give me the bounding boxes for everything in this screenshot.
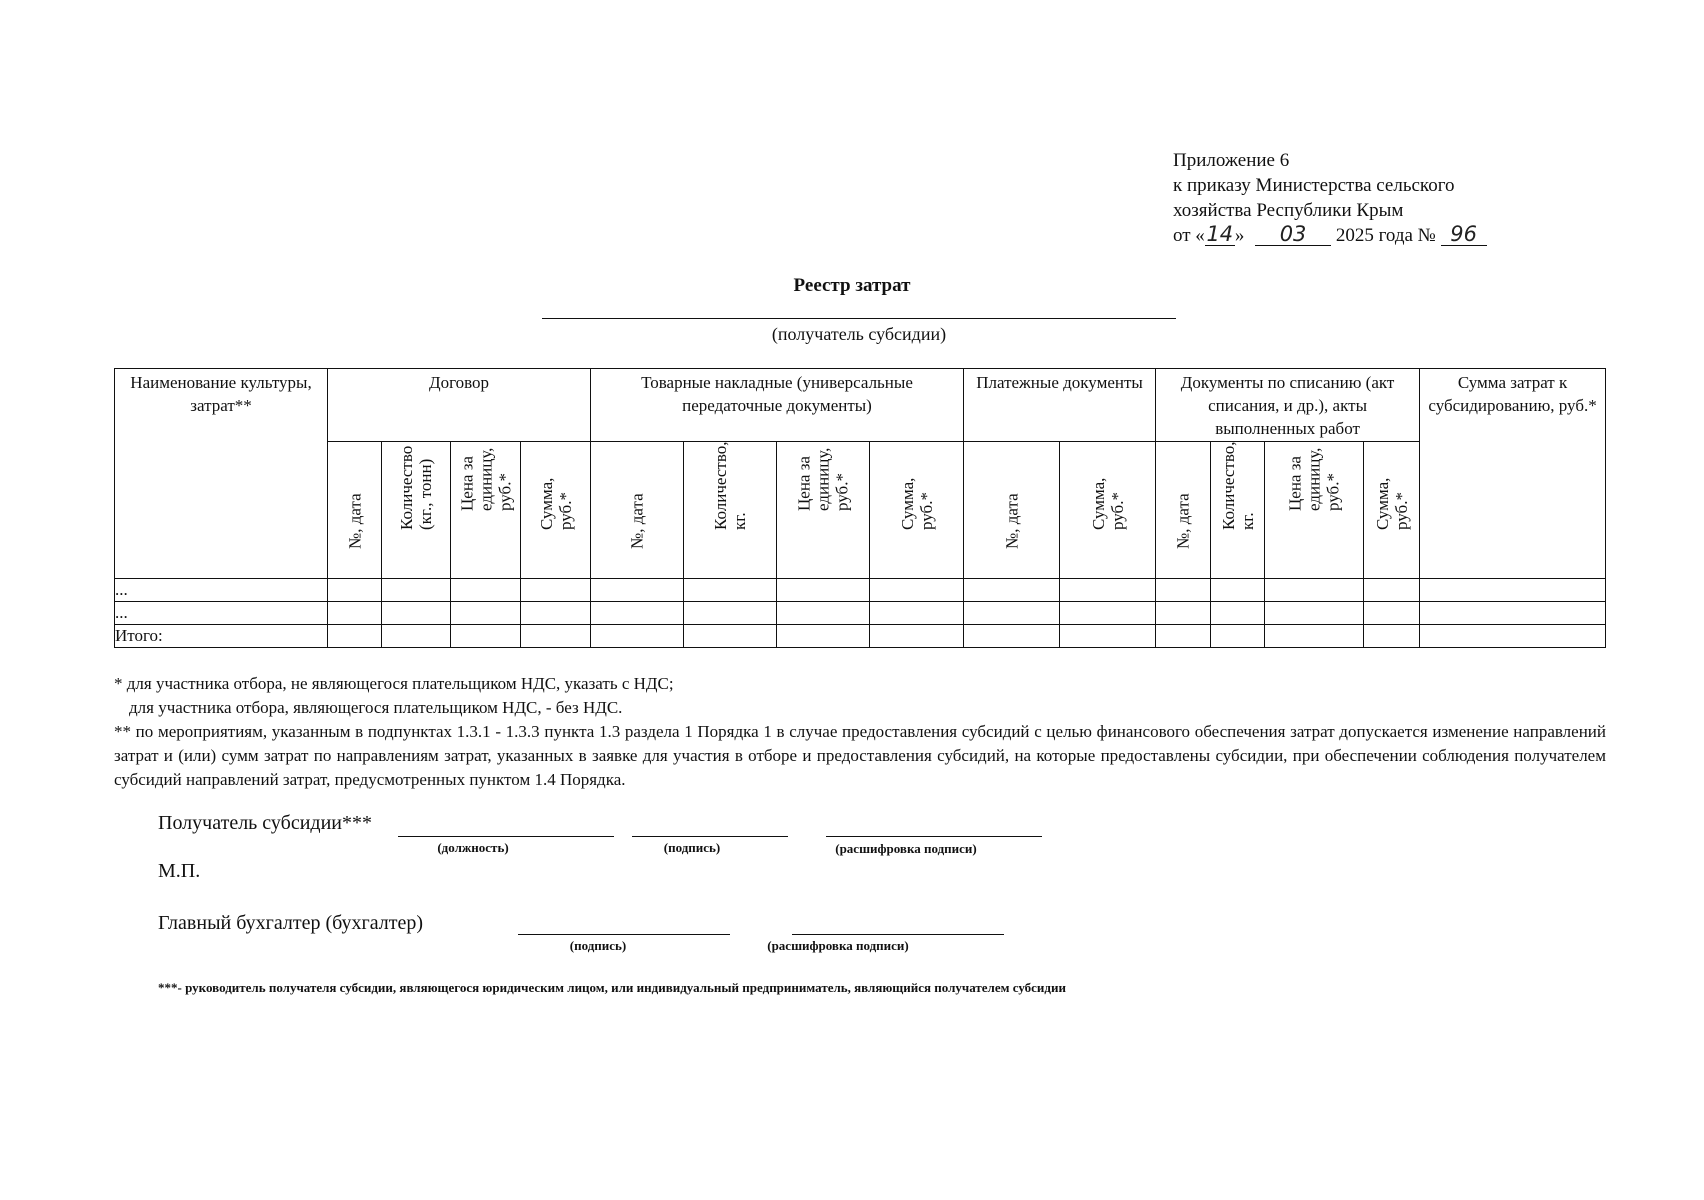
subheader-payment-number-date	[964, 442, 1060, 579]
subheader-contract-number-date	[328, 442, 382, 579]
stamp-label: М.П.	[158, 860, 201, 882]
notes-block	[114, 672, 1606, 792]
recipient-underline	[542, 318, 1176, 319]
note-double-star: ** по мероприятиям, указанным в подпунктах 1.3.1 - 1.3.3 пункта 1.3 раздела 1 Порядка 1 в случае предоставления субсидий с целью финансового обеспечения затрат допускается изменение направлений затрат и (или) сумм затрат по направлениям затрат, указанных в заявке для участия в отборе и предоставления субсидий, на которые предоставлены субсидии, при обеспечении соблюдения получателем субсидий направлений затрат, предусмотренных пунктом 1.4 Порядка.	[114, 722, 1606, 789]
subheader-writeoff-quantity	[1211, 442, 1265, 579]
row-label: ...	[115, 602, 328, 625]
header-text-line: (кг., тонн)	[416, 458, 435, 530]
accountant-signature-line	[518, 934, 730, 935]
table-subheader-row	[115, 442, 1606, 579]
document-title: Реестр затрат	[793, 275, 911, 296]
footnote-triple-star: ***- руководитель получателя субсидии, являющегося юридическим лицом, или индивидуальный предприниматель, являющийся получателем субсидии	[158, 980, 1066, 995]
subheader-writeoff-number-date	[1156, 442, 1211, 579]
header-text-line: кг.	[730, 512, 749, 530]
note-vat-2: для участника отбора, являющегося плательщиком НДС, - без НДС.	[129, 698, 623, 717]
header-text-line: единицу,	[476, 447, 495, 511]
subheader-waybill-sum	[870, 442, 964, 579]
table-header-row	[115, 369, 1606, 442]
appendix-line-1: Приложение 6	[1173, 150, 1290, 171]
accountant-label: Главный бухгалтер (бухгалтер)	[158, 912, 424, 934]
date-month: 03	[1255, 223, 1331, 246]
header-text-line: руб.*	[1391, 492, 1411, 530]
caption-decode: (расшифровка подписи)	[835, 841, 977, 856]
header-text-line: руб.*	[916, 492, 936, 530]
date-year-text: 2025 года №	[1335, 225, 1436, 246]
header-text-line: руб.*	[1107, 492, 1127, 530]
header-text-line: кг.	[1237, 512, 1257, 530]
appendix-date-line	[1173, 223, 1487, 248]
subheader-contract-sum	[521, 442, 591, 579]
caption-signature: (подпись)	[663, 840, 721, 855]
header-name: Наименование культуры, затрат**	[115, 369, 328, 579]
table-row	[115, 579, 1606, 602]
date-prefix: от «	[1173, 225, 1205, 246]
header-text-line: Количество	[397, 445, 416, 530]
subheader-payment-sum	[1060, 442, 1156, 579]
header-text-line: Цена за	[1285, 456, 1305, 511]
subheader-waybill-number-date	[591, 442, 684, 579]
subheader-waybill-quantity	[684, 442, 777, 579]
header-text-line: №, дата	[1173, 493, 1193, 549]
header-payments: Платежные документы	[964, 369, 1156, 442]
caption-accountant-decode: (расшифровка подписи)	[767, 938, 909, 953]
subheader-waybill-unit-price	[777, 442, 870, 579]
header-total: Сумма затрат к субсидированию, руб.*	[1420, 369, 1606, 579]
signature-line	[632, 836, 788, 837]
header-text-line: руб.*	[495, 473, 514, 511]
caption-accountant-signature: (подпись)	[569, 938, 627, 953]
table-row	[115, 602, 1606, 625]
header-text-line: руб.*	[1323, 473, 1343, 511]
subheader-writeoff-sum	[1364, 442, 1420, 579]
header-text-line: Цена за	[794, 456, 814, 511]
header-text-line: Цена за	[457, 456, 476, 511]
table-row-total	[115, 625, 1606, 648]
header-text-line: Сумма,	[1088, 477, 1108, 530]
decode-line	[826, 836, 1042, 837]
order-number: 96	[1441, 223, 1487, 246]
date-day-close: »	[1234, 225, 1245, 246]
position-line	[398, 836, 614, 837]
header-text-line: №, дата	[1002, 493, 1022, 549]
header-writeoff: Документы по списанию (акт списания, и др.), акты выполненных работ	[1156, 369, 1420, 442]
subheader-writeoff-unit-price	[1265, 442, 1364, 579]
cost-register-table	[114, 368, 1606, 648]
header-text-line: руб.*	[832, 473, 852, 511]
header-text-line: единицу,	[813, 447, 833, 511]
header-text-line: Сумма,	[1372, 477, 1392, 530]
recipient-caption: (получатель субсидии)	[771, 324, 947, 344]
appendix-line-2: к приказу Министерства сельского	[1173, 175, 1455, 196]
date-day: 14	[1206, 222, 1234, 246]
header-text-line: руб.*	[555, 492, 575, 530]
header-text-line: Количество,	[711, 441, 730, 530]
caption-position: (должность)	[437, 840, 509, 855]
header-text-line: №, дата	[345, 493, 364, 549]
appendix-block	[1173, 148, 1487, 248]
note-vat-1: * для участника отбора, не являющегося плательщиком НДС, указать с НДС;	[114, 674, 674, 693]
accountant-decode-line	[792, 934, 1004, 935]
header-text-line: Количество,	[1218, 441, 1238, 530]
header-waybills: Товарные накладные (универсальные передаточные документы)	[591, 369, 964, 442]
row-label: ...	[115, 579, 328, 602]
header-text-line: Сумма,	[897, 477, 917, 530]
subheader-contract-unit-price	[451, 442, 521, 579]
header-text-line: Сумма,	[536, 477, 556, 530]
header-text-line: единицу,	[1304, 447, 1324, 511]
subheader-contract-quantity	[382, 442, 451, 579]
appendix-line-3: хозяйства Республики Крым	[1173, 200, 1404, 221]
header-contract: Договор	[328, 369, 591, 442]
header-text-line: №, дата	[627, 493, 647, 549]
recipient-signature-label: Получатель субсидии***	[158, 812, 372, 834]
total-row-label: Итого:	[115, 625, 328, 648]
